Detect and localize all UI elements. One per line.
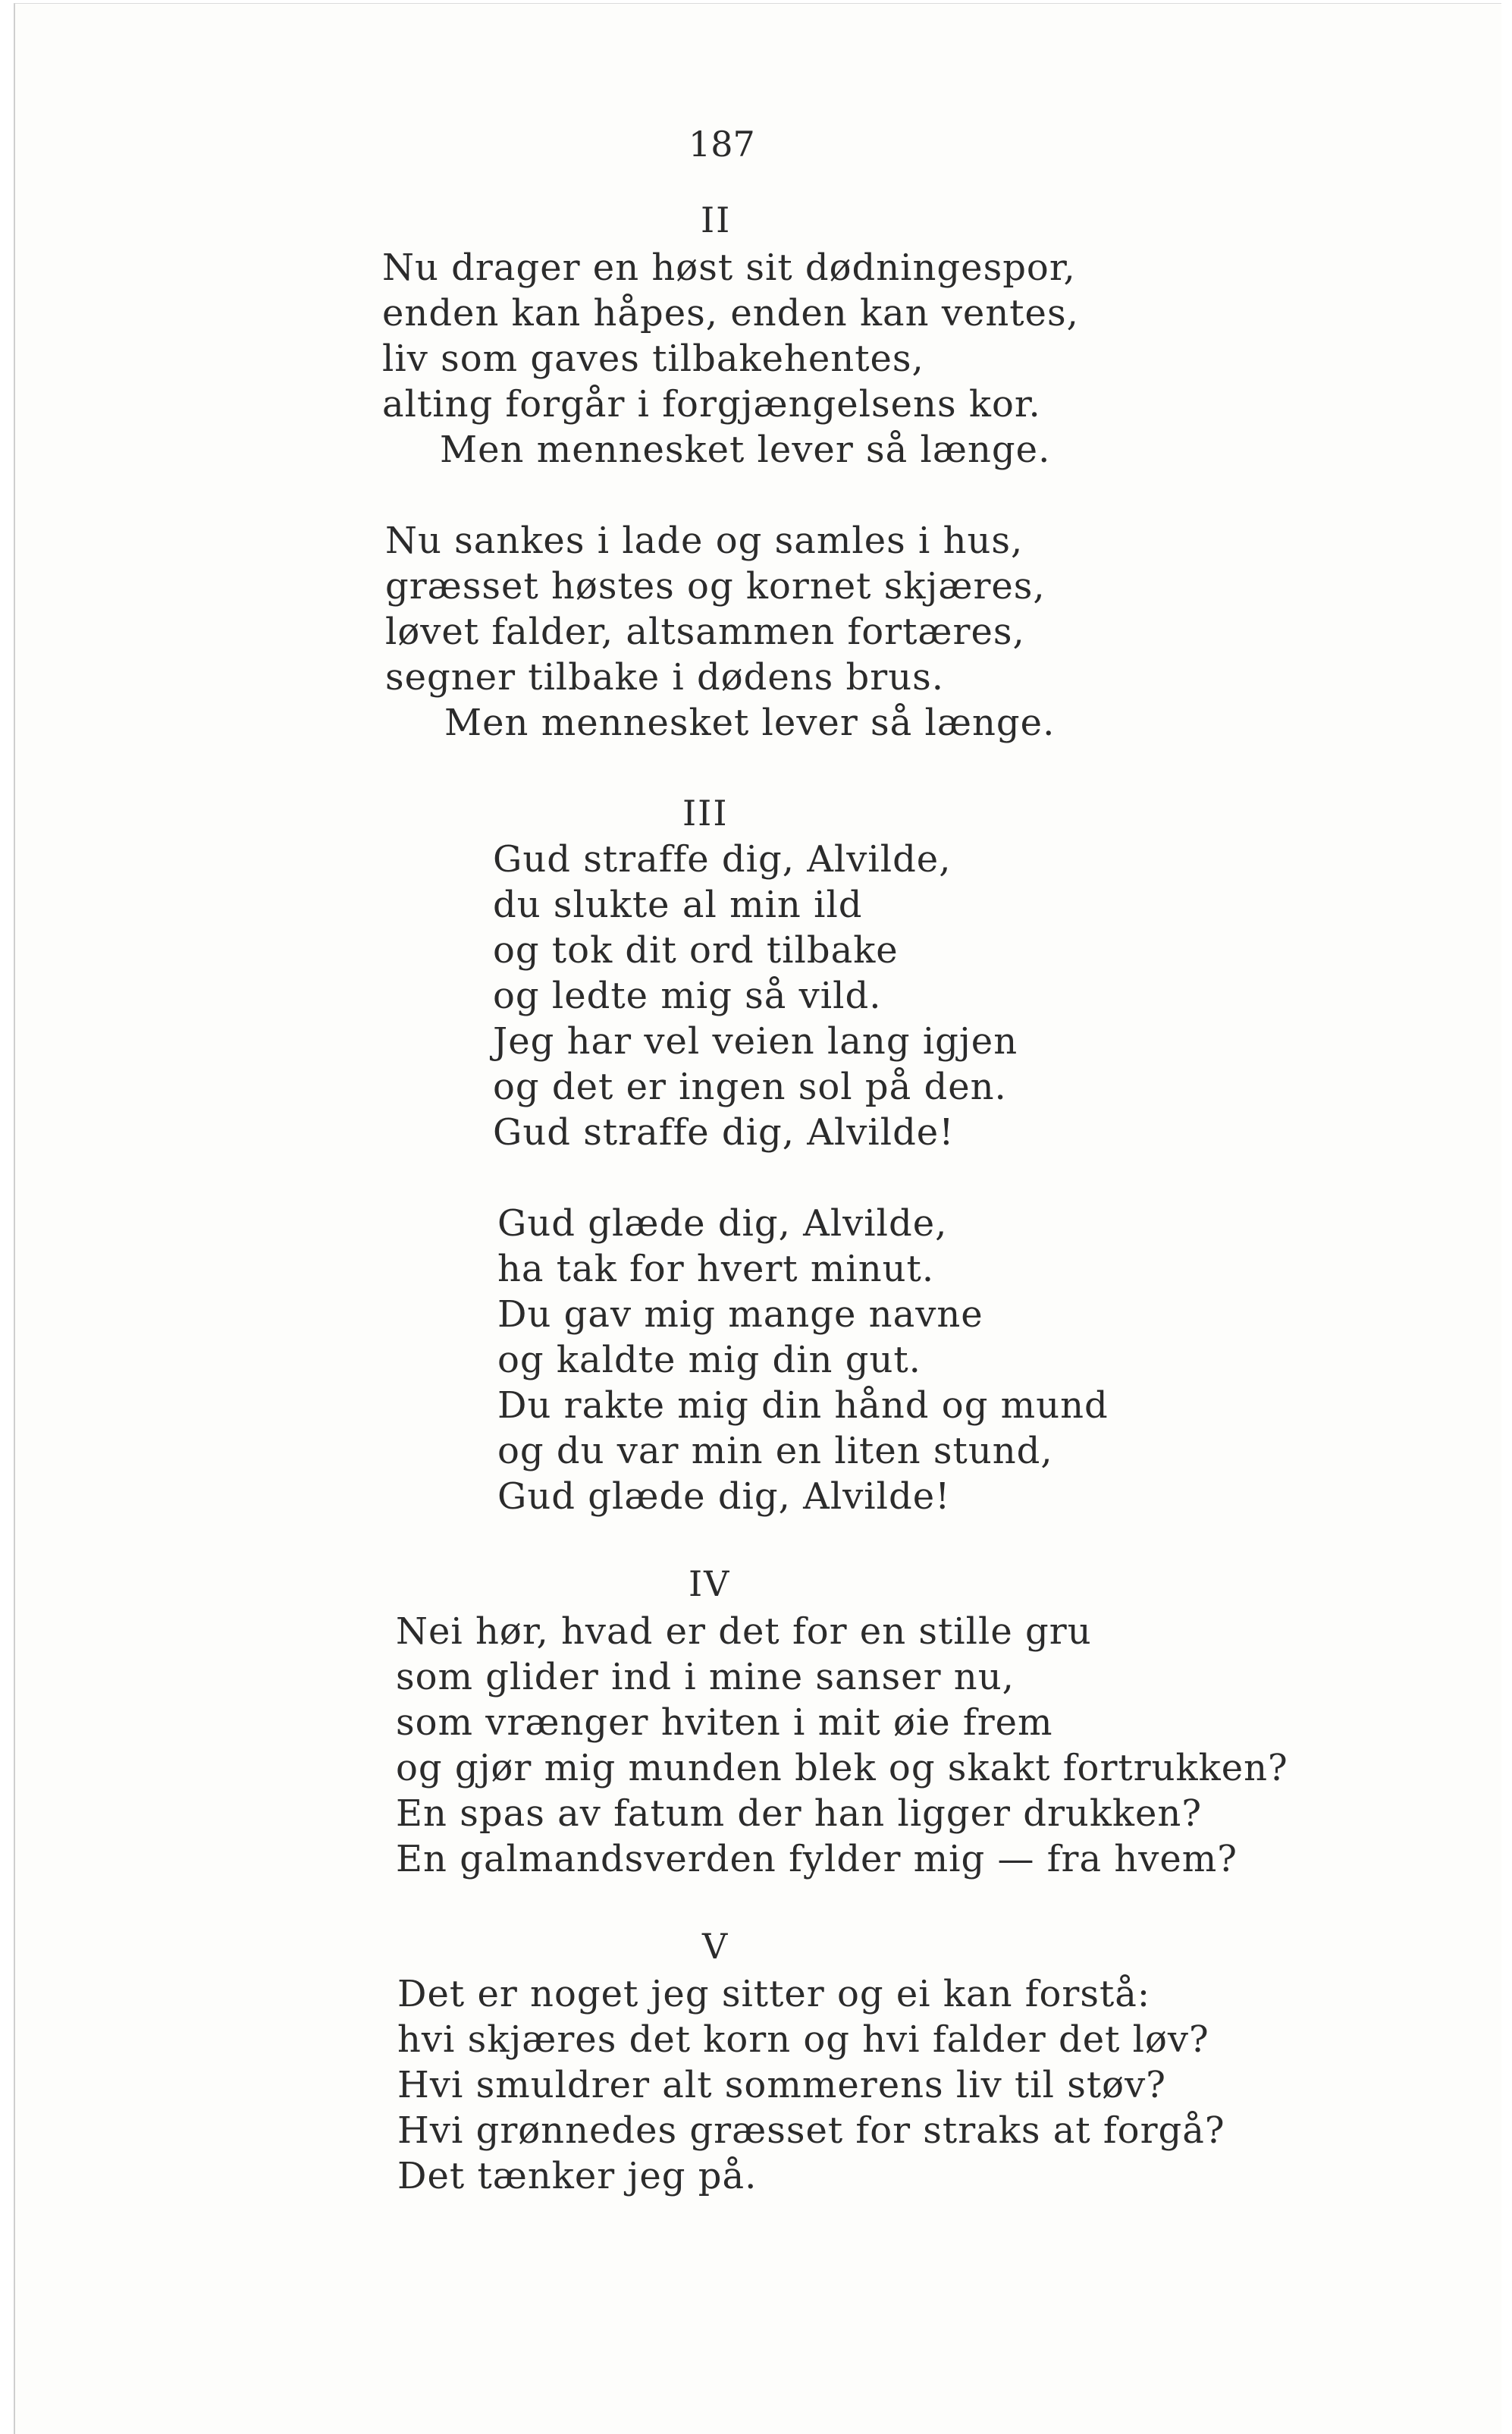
poem-line: Nu sankes i lade og samles i hus,	[385, 520, 1024, 562]
poem-line: enden kan håpes, enden kan ventes,	[382, 292, 1079, 334]
poem-line: Hvi grønnedes græsset for straks at forgå?	[397, 2109, 1225, 2152]
book-page	[14, 3, 1501, 2434]
poem-line: du slukte al min ild	[493, 884, 863, 926]
poem-line: hvi skjæres det korn og hvi falder det løv?	[397, 2018, 1209, 2061]
poem-line: og du var min en liten stund,	[497, 1430, 1053, 1472]
poem-line: som vrænger hviten i mit øie frem	[396, 1701, 1053, 1744]
poem-line: Hvi smuldrer alt sommerens liv til støv?	[397, 2064, 1166, 2106]
poem-line: Gud straffe dig, Alvilde!	[493, 1111, 955, 1154]
section-heading-v: V	[702, 1926, 729, 1967]
page-number: 187	[689, 124, 755, 165]
poem-line: Nei hør, hvad er det for en stille gru	[396, 1610, 1092, 1653]
poem-line: Du gav mig mange navne	[497, 1293, 983, 1336]
poem-line: liv som gaves tilbakehentes,	[382, 338, 924, 380]
poem-line: Gud glæde dig, Alvilde!	[497, 1475, 951, 1518]
poem-line: En galmandsverden fylder mig — fra hvem?	[396, 1838, 1238, 1880]
poem-line: Jeg har vel veien lang igjen	[493, 1020, 1018, 1063]
poem-line: græsset høstes og kornet skjæres,	[385, 565, 1046, 608]
poem-line: Nu drager en høst sit dødningespor,	[382, 247, 1076, 289]
poem-line: og gjør mig munden blek og skakt fortrukken?	[396, 1747, 1288, 1789]
poem-line: og ledte mig så vild.	[493, 975, 882, 1017]
poem-line: Gud glæde dig, Alvilde,	[497, 1202, 948, 1245]
poem-line: Gud straffe dig, Alvilde,	[493, 838, 952, 881]
poem-refrain: Men mennesket lever så længe.	[440, 429, 1051, 471]
poem-line: som glider ind i mine sanser nu,	[396, 1656, 1015, 1698]
poem-line: og det er ingen sol på den.	[493, 1066, 1007, 1108]
poem-refrain: Men mennesket lever så længe.	[444, 702, 1056, 744]
poem-line: Det tænker jeg på.	[397, 2155, 758, 2197]
poem-line: løvet falder, altsammen fortæres,	[385, 611, 1025, 653]
poem-line: ha tak for hvert minut.	[497, 1248, 935, 1290]
section-heading-iv: IV	[689, 1563, 731, 1604]
poem-line: alting forgår i forgjængelsens kor.	[382, 383, 1041, 426]
section-heading-ii: II	[701, 199, 732, 240]
poem-line: Du rakte mig din hånd og mund	[497, 1384, 1109, 1427]
poem-line: segner tilbake i dødens brus.	[385, 656, 945, 699]
poem-line: og kaldte mig din gut.	[497, 1339, 921, 1381]
poem-line: Det er noget jeg sitter og ei kan forstå:	[397, 1973, 1151, 2015]
poem-line: En spas av fatum der han ligger drukken?	[396, 1792, 1203, 1835]
section-heading-iii: III	[682, 793, 729, 834]
poem-line: og tok dit ord tilbake	[493, 929, 899, 972]
